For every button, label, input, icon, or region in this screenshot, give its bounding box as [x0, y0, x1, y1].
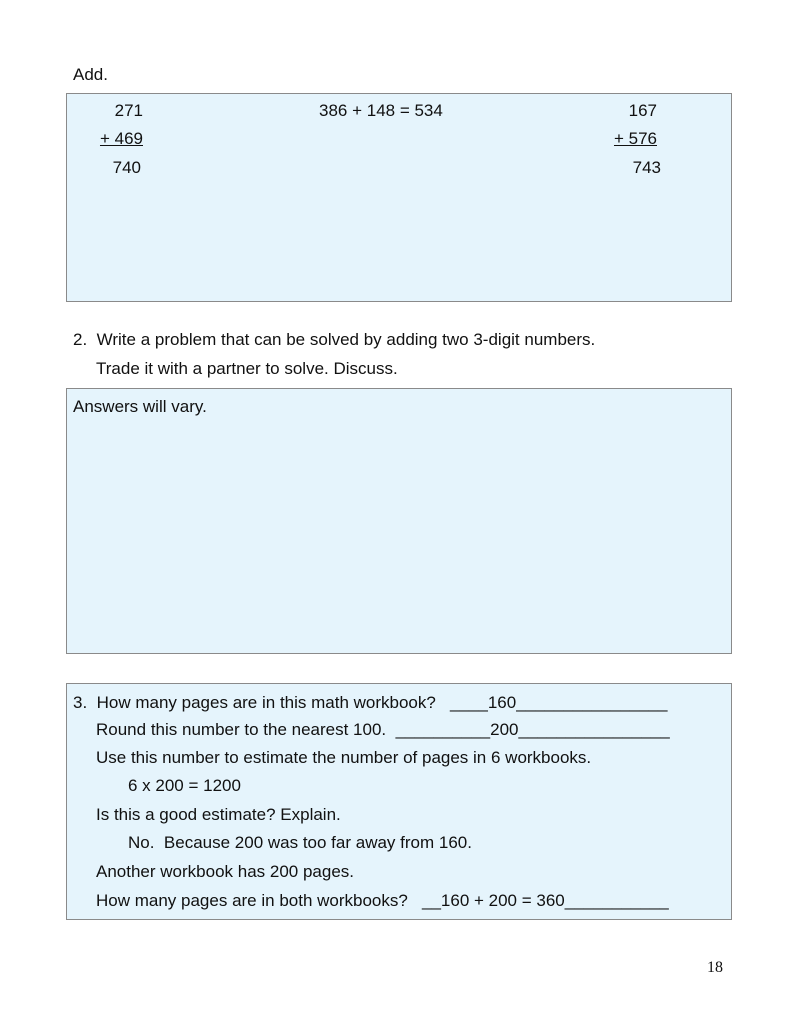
problem-c-bottom: + 576: [613, 129, 657, 148]
question-2-answer-box: [66, 388, 732, 654]
question-3-line: Round this number to the nearest 100. __________200________________: [96, 720, 670, 739]
page-number: 18: [707, 959, 723, 976]
question-3-box: [66, 683, 732, 920]
problem-a-bottom: + 469: [99, 129, 143, 148]
problem-a-top: 271: [114, 101, 143, 120]
problem-c-answer: 743: [632, 158, 661, 177]
question-2-line-2: Trade it with a partner to solve. Discuss.: [96, 359, 398, 378]
question-3-line: Another workbook has 200 pages.: [96, 862, 355, 881]
add-heading: Add.: [73, 65, 108, 84]
add-answer-box: [66, 93, 732, 302]
problem-c-top: 167: [628, 101, 657, 120]
question-3-line: 6 x 200 = 1200: [128, 776, 241, 795]
question-3-line: 3. How many pages are in this math workbook? ____160________________: [73, 693, 668, 712]
question-3-line: Use this number to estimate the number of pages in 6 workbooks.: [96, 748, 592, 767]
problem-a-answer: 740: [112, 158, 141, 177]
question-3-line: How many pages are in both workbooks? __160 + 200 = 360___________: [96, 891, 669, 910]
question-2-answer: Answers will vary.: [73, 397, 207, 416]
problem-b: 386 + 148 = 534: [319, 101, 443, 120]
question-3-line: No. Because 200 was too far away from 160.: [128, 833, 472, 852]
question-3-line: Is this a good estimate? Explain.: [96, 805, 341, 824]
question-2-line-1: 2. Write a problem that can be solved by adding two 3-digit numbers.: [73, 330, 596, 349]
